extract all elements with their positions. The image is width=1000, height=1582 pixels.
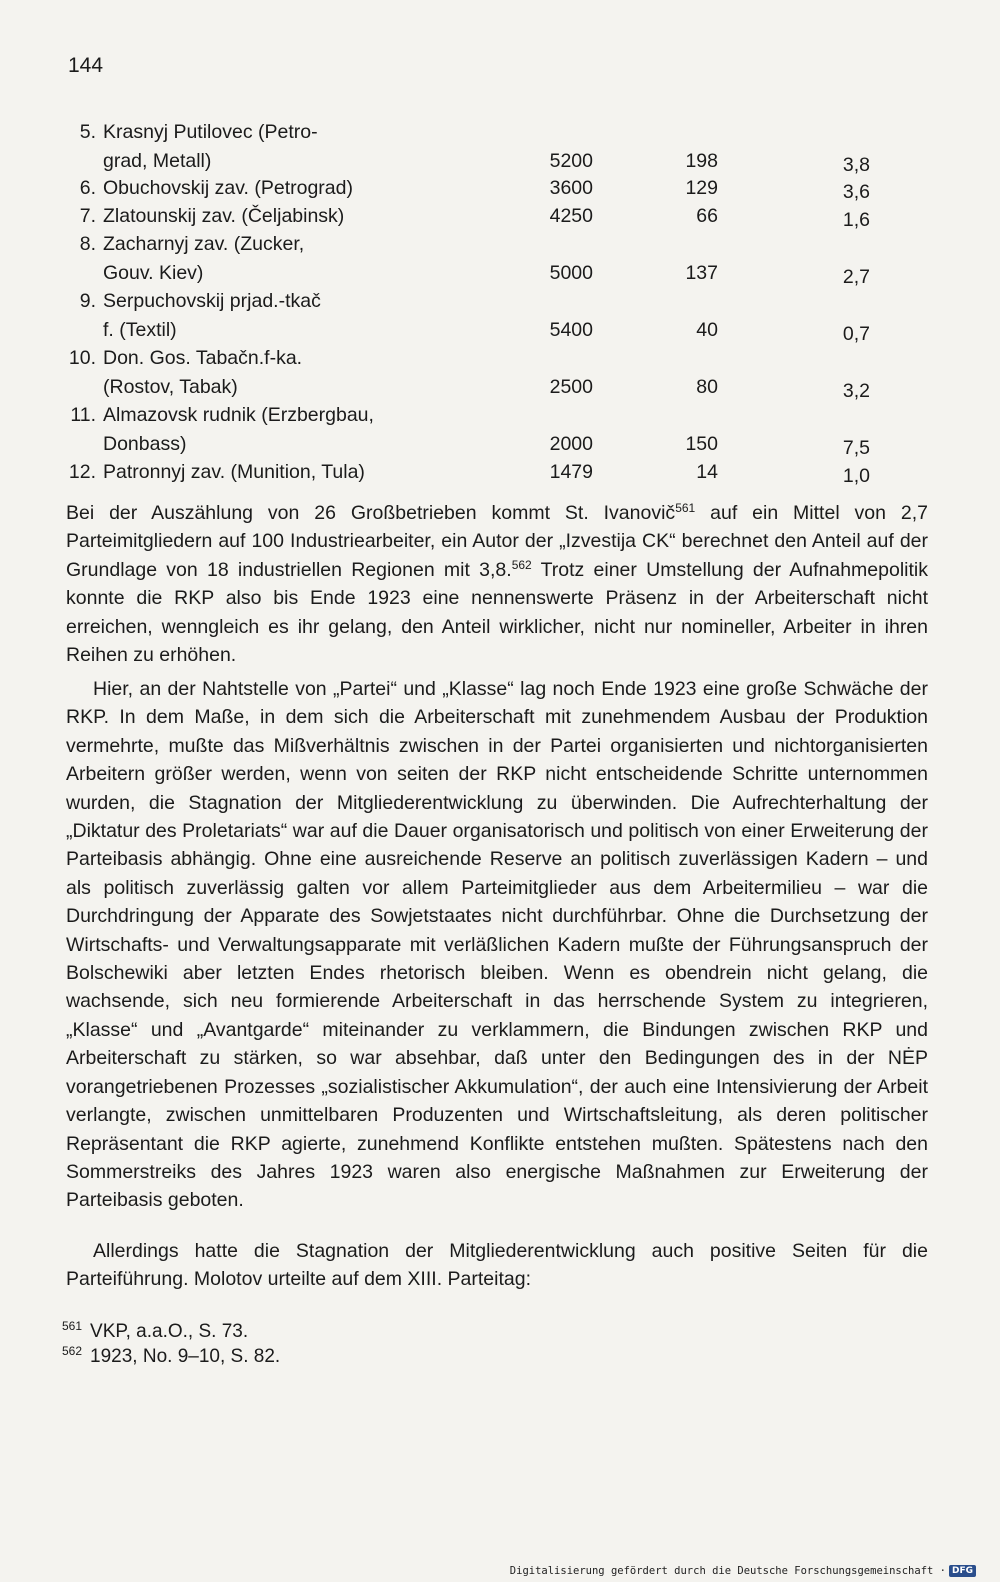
row-index: 12. <box>68 461 96 483</box>
row-index: 5. <box>79 121 96 143</box>
para1-text-a: Bei der Auszählung von 26 Großbetrieben kommt St. Ivanovič <box>66 502 676 524</box>
para1-text-b: auf ein Mittel von 2,7 Parteimitgliedern auf 100 Industriearbeiter, ein Autor der „Izvestija CK“ berechnet den Anteil auf der Grundlage von 18 industriellen Regionen mit 3,8. <box>66 502 929 581</box>
digitization-credit <box>510 1565 976 1577</box>
party-members-count: 40 <box>696 318 718 341</box>
party-members-count: 137 <box>685 261 718 284</box>
workers-count: 2000 <box>549 432 593 455</box>
para1-text-c: Trotz einer Umstellung der Aufnahmepolitik konnte die RKP also bis Ende 1923 eine nennenswerte Präsenz in der Arbeiterschaft nicht erreichen, wenngleich es ihr gelang, den Anteil wirklicher, nicht nur nomineller, Arbeiter in ihren Reihen zu erhöhen. <box>66 558 929 667</box>
enterprise-name: grad, Metall) <box>103 149 212 172</box>
page-number: 144 <box>68 54 104 77</box>
percentage: 7,5 <box>842 436 870 459</box>
table-row <box>0 316 1000 344</box>
percentage: 2,7 <box>842 265 870 288</box>
footnote-mark: 562 <box>62 1344 83 1358</box>
row-index: 11. <box>70 404 96 426</box>
table-row <box>0 118 1000 146</box>
row-index: 10. <box>68 347 96 369</box>
enterprise-name: Zlatounskij zav. (Čeljabinsk) <box>103 205 345 227</box>
party-members-count: 80 <box>696 375 718 398</box>
footnote-text: VKP, a.a.O., S. 73. <box>90 1321 249 1342</box>
row-index: 8. <box>79 233 96 255</box>
paragraph-2: Hier, an der Nahtstelle von „Partei“ und „Klasse“ lag noch Ende 1923 eine große Schwäche der RKP. In dem Maße, in dem sich die Arbeiterschaft mit zunehmendem Ausbau der Produktion vermehrte, mußte das Mißverhältnis zwischen in der Partei organisierten und nichtorganisierten Arbeitern größer werden, wenn von seiten der RKP nicht entscheidende Schritte unternommen wurden, die Stagnation der Mitgliederentwicklung zu überwinden. Die Aufrechterhaltung der „Diktatur des Proletariats“ war auf die Dauer organisatorisch und politisch von einer Erweiterung der Parteibasis abhängig. Ohne eine ausreichende Reserve an politisch zuverlässigen Kadern – und als politisch zuverlässig galten vor allem Parteimitglieder aus dem Arbeitermilieu – war die Durchdringung der Apparate des Sowjetstaates nicht durchführbar. Ohne die Durchsetzung der Wirtschafts- und Verwaltungsapparate mit verläßlichen Kadern mußte der Führungsanspruch der Bolschewiki aber letzten Endes rhetorisch bleiben. Wenn es obendrein nicht gelang, die wachsende, sich neu formierende Arbeiterschaft in das herrschende System zu integrieren, „Klasse“ und „Avantgarde“ miteinander zu verklammern, die Bindungen zwischen RKP und Arbeiterschaft zu stärken, so war absehbar, daß unter den Bedingungen des in der NĖP vorangetriebenen Prozesses „sozialistischer Akkumulation“, der auch eine Intensivierung der Arbeit verlangte, zwischen unmittelbaren Produzenten und Wirtschaftsleitung, als deren politischer Repräsentant die RKP agierte, zunehmend Konflikte entstehen mußten. Spätestens nach den Sommerstreiks des Jahres 1923 waren also energische Maßnahmen zur Erweiterung der Parteibasis geboten. <box>66 678 928 1212</box>
enterprise-name: Krasnyj Putilovec (Petro- <box>103 121 318 143</box>
footnote-mark: 561 <box>62 1319 83 1333</box>
enterprise-name: f. (Textil) <box>103 318 177 341</box>
row-index: 6. <box>79 177 96 199</box>
table-row <box>0 174 1000 202</box>
table-row <box>0 430 1000 458</box>
table-row <box>0 230 1000 258</box>
party-members-count: 66 <box>696 205 718 227</box>
table-row <box>0 287 1000 315</box>
enterprise-name: Serpuchovskij prjad.-tkač <box>103 290 321 312</box>
footnote-ref-561[interactable]: 561 <box>675 501 696 515</box>
enterprise-name: Zacharnyj zav. (Zucker, <box>103 233 305 255</box>
percentage: 3,8 <box>842 153 870 176</box>
workers-count: 1479 <box>549 461 593 483</box>
percentage: 3,6 <box>842 181 870 203</box>
enterprise-name: Patronnyj zav. (Munition, Tula) <box>103 461 365 483</box>
party-members-count: 14 <box>696 461 718 483</box>
workers-count: 5000 <box>549 261 593 284</box>
enterprise-name: Gouv. Kiev) <box>103 261 204 284</box>
workers-count: 4250 <box>549 205 593 227</box>
table-row <box>0 259 1000 287</box>
paragraph-3: Allerdings hatte die Stagnation der Mitgliederentwicklung auch positive Seiten für die Parteiführung. Molotov urteilte auf dem XIII. Parteitag: <box>66 1240 928 1291</box>
percentage: 3,2 <box>842 379 870 402</box>
row-index: 7. <box>79 205 96 227</box>
enterprise-name: (Rostov, Tabak) <box>103 375 238 398</box>
footnote-562 <box>62 1338 280 1370</box>
enterprise-name: Almazovsk rudnik (Erzbergbau, <box>103 404 374 426</box>
percentage: 1,0 <box>842 465 870 487</box>
table-row <box>0 401 1000 429</box>
enterprise-name: Donbass) <box>103 432 187 455</box>
row-index: 9. <box>79 290 96 312</box>
paragraph-1 <box>66 499 928 669</box>
enterprise-name: Obuchovskij zav. (Petrograd) <box>103 177 353 199</box>
percentage: 1,6 <box>842 209 870 231</box>
table-row <box>0 458 1000 486</box>
table-row <box>0 373 1000 401</box>
table-row <box>0 202 1000 230</box>
credit-text: Digitalisierung gefördert durch die Deutsche Forschungsgemeinschaft · <box>509 1565 946 1577</box>
workers-count: 5200 <box>549 149 593 172</box>
workers-count: 3600 <box>549 177 593 199</box>
enterprise-name: Don. Gos. Tabačn.f-ka. <box>103 347 303 369</box>
workers-count: 5400 <box>549 318 593 341</box>
party-members-count: 129 <box>685 177 718 199</box>
table-row <box>0 147 1000 175</box>
percentage: 0,7 <box>842 322 870 345</box>
footnote-ref-562[interactable]: 562 <box>511 557 532 572</box>
workers-count: 2500 <box>549 375 593 398</box>
table-row <box>0 344 1000 372</box>
dfg-logo-icon: DFG <box>949 1565 976 1577</box>
party-members-count: 150 <box>685 432 718 455</box>
party-members-count: 198 <box>685 149 718 172</box>
footnote-text: 1923, No. 9–10, S. 82. <box>90 1346 281 1367</box>
